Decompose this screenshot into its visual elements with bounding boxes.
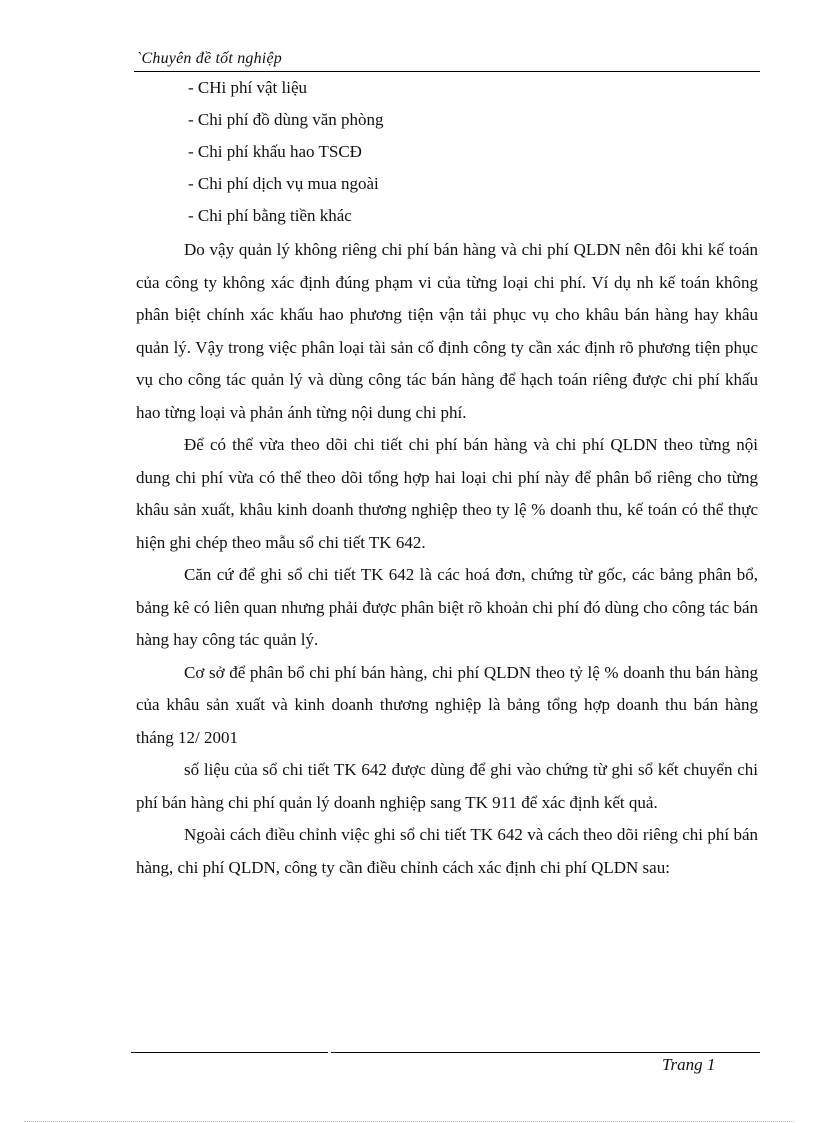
header-divider	[134, 71, 760, 72]
paragraph: Cơ sở để phân bổ chi phí bán hàng, chi phí QLDN theo tỷ lệ % doanh thu bán hàng của khâu sản xuất và kinh doanh thương nghiệp là bảng tổng hợp doanh thu bán hàng tháng 12/ 2001	[136, 662, 758, 747]
page-edge	[24, 1121, 794, 1122]
paragraph: Ngoài cách điều chỉnh việc ghi sổ chi tiết TK 642 và cách theo dõi riêng chi phí bán hàng, chi phí QLDN, công ty cần điều chỉnh cách xác định chi phí QLDN sau:	[136, 825, 758, 877]
document-body	[136, 74, 758, 884]
header-title: `Chuyên đề tốt nghiệp	[136, 50, 282, 67]
paragraph: Để có thể vừa theo dõi chi tiết chi phí bán hàng và chi phí QLDN theo từng nội dung chi phí vừa có thể theo dõi tổng hợp hai loại chi phí này để phân bổ riêng cho từng khâu sản xuất, khâu kinh doanh thương nghiệp theo ty lệ % doanh thu, kế toán có thể thực hiện ghi chép theo mẫu sổ chi tiết TK 642.	[136, 435, 758, 552]
paragraph: Do vậy quản lý không riêng chi phí bán hàng và chi phí QLDN nên đôi khi kế toán của công ty không xác định đúng phạm vi của từng loại chi phí. Ví dụ nh kế toán không phân biệt chính xác khấu hao phương tiện vận tải phục vụ cho khâu bán hàng hay khâu quản lý. Vậy trong việc phân loại tài sản cố định công ty cần xác định rõ phương tiện phục vụ cho công tác quản lý và dùng công tác bán hàng để hạch toán riêng được chi phí khấu hao từng loại và phản ánh từng nội dung chi phí.	[136, 240, 758, 422]
bullet-item: - Chi phí dịch vụ mua ngoài	[188, 174, 379, 193]
page-number: Trang 1	[662, 1055, 716, 1074]
paragraph: số liệu của sổ chi tiết TK 642 được dùng để ghi vào chứng từ ghi sổ kết chuyển chi phí bán hàng chi phí quản lý doanh nghiệp sang TK 911 để xác định kết quả.	[136, 760, 758, 812]
bullet-item: - Chi phí bằng tiền khác	[188, 206, 352, 225]
paragraph: Căn cứ để ghi sổ chi tiết TK 642 là các hoá đơn, chứng từ gốc, các bảng phân bổ, bảng kê có liên quan nhưng phải được phân biệt rõ khoản chi phí đó dùng cho công tác bán hàng hay công tác quản lý.	[136, 565, 758, 649]
footer-divider-left	[131, 1052, 328, 1053]
bullet-item: - Chi phí đồ dùng văn phòng	[188, 110, 384, 129]
bullet-item: - CHi phí vật liệu	[188, 78, 307, 97]
footer-divider-right	[331, 1052, 760, 1053]
bullet-item: - Chi phí khấu hao TSCĐ	[188, 142, 362, 161]
